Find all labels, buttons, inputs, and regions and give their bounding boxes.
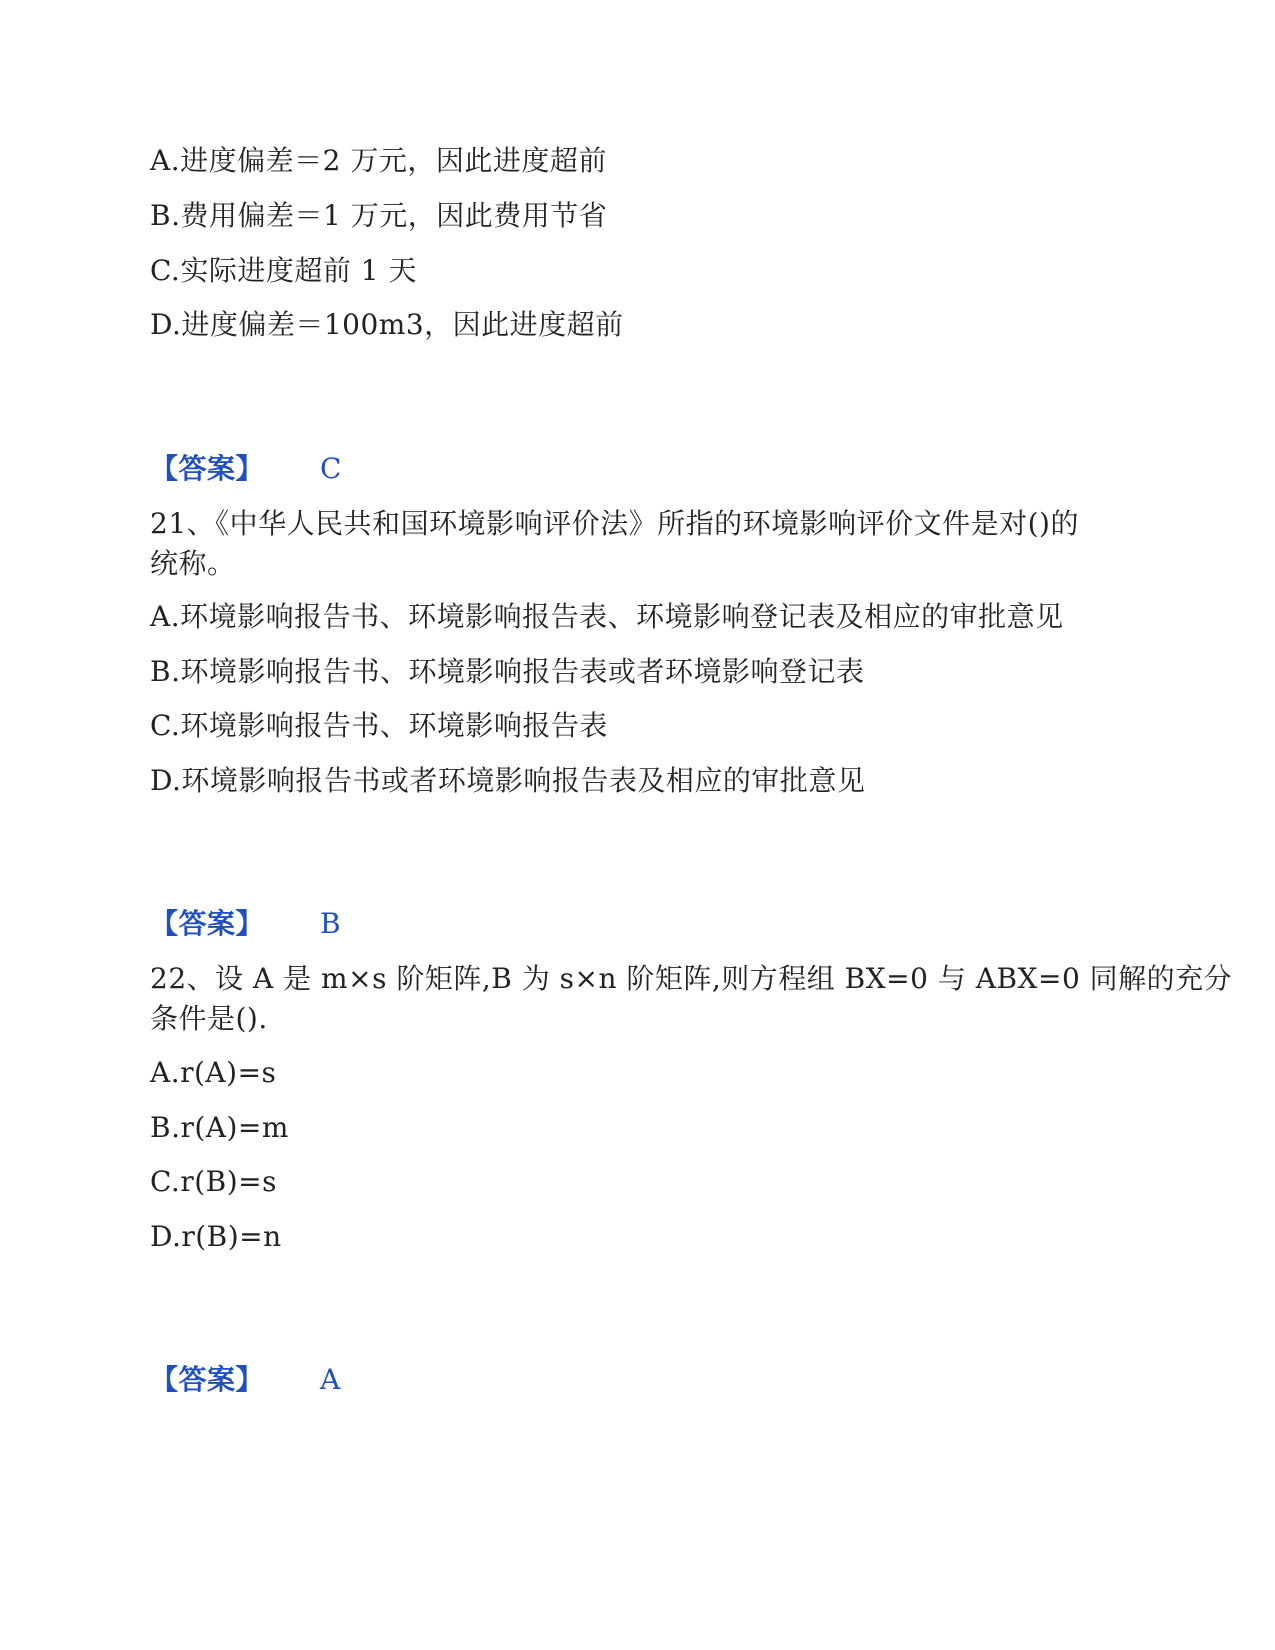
answer-line bbox=[150, 448, 342, 490]
question-stem-line1: 22、设 A 是 m×s 阶矩阵,B 为 s×n 阶矩阵,则方程组 BX=0 与 ABX=0 同解的充分 bbox=[150, 962, 1233, 995]
option-d: D.环境影响报告书或者环境影响报告表及相应的审批意见 bbox=[150, 764, 866, 797]
option-a: A.环境影响报告书、环境影响报告表、环境影响登记表及相应的审批意见 bbox=[150, 600, 1064, 633]
answer-line bbox=[150, 903, 341, 945]
question-stem-line2: 统称。 bbox=[150, 547, 236, 580]
answer-value: A bbox=[320, 1363, 341, 1396]
option-c: C.实际进度超前 1 天 bbox=[150, 254, 417, 287]
answer-line bbox=[150, 1359, 341, 1401]
option-a: A.r(A)=s bbox=[150, 1056, 277, 1089]
option-d: D.进度偏差＝100m3，因此进度超前 bbox=[150, 308, 624, 341]
answer-label: 【答案】 bbox=[150, 1363, 265, 1396]
question-stem-line2: 条件是(). bbox=[150, 1002, 268, 1035]
answer-label: 【答案】 bbox=[150, 907, 265, 940]
option-c: C.r(B)=s bbox=[150, 1165, 277, 1198]
option-b: B.环境影响报告书、环境影响报告表或者环境影响登记表 bbox=[150, 655, 865, 688]
option-b: B.费用偏差＝1 万元，因此费用节省 bbox=[150, 199, 608, 232]
option-d: D.r(B)=n bbox=[150, 1220, 282, 1253]
option-b: B.r(A)=m bbox=[150, 1111, 289, 1144]
answer-value: C bbox=[320, 452, 342, 485]
option-a: A.进度偏差＝2 万元，因此进度超前 bbox=[150, 144, 607, 177]
answer-value: B bbox=[320, 907, 342, 940]
option-c: C.环境影响报告书、环境影响报告表 bbox=[150, 709, 608, 742]
question-stem-line1: 21、《中华人民共和国环境影响评价法》所指的环境影响评价文件是对()的 bbox=[150, 507, 1079, 540]
answer-label: 【答案】 bbox=[150, 452, 265, 485]
